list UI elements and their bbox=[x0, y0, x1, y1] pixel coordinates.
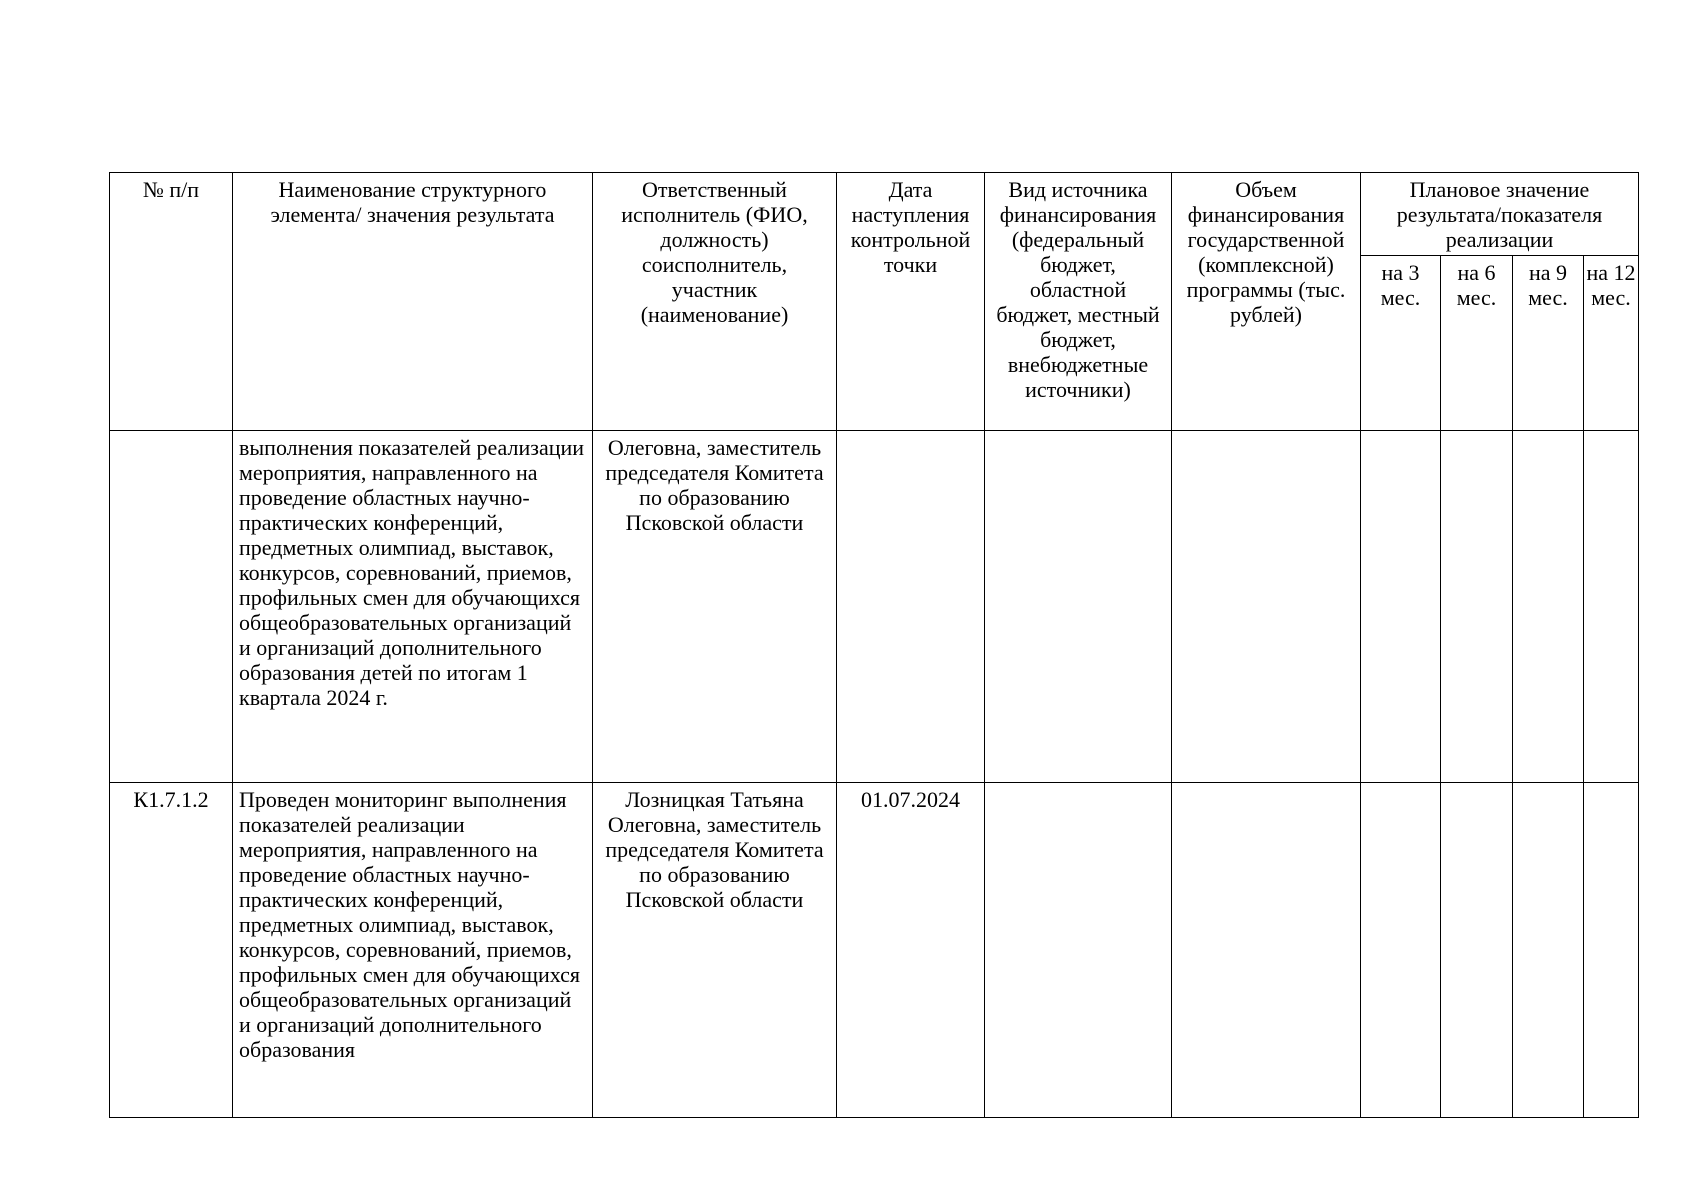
cell-q6 bbox=[1441, 783, 1513, 1118]
cell-source bbox=[985, 431, 1172, 783]
cell-date: 01.07.2024 bbox=[837, 783, 985, 1118]
cell-q12 bbox=[1584, 431, 1639, 783]
cell-num bbox=[110, 431, 233, 783]
header-planned: Плановое значение результата/показателя реализации bbox=[1361, 173, 1639, 256]
cell-name: выполнения показателей реализации мероприятия, направленного на проведение областных научно-практических конференций, предметных олимпиад, выставок, конкурсов, соревнований, приемов, профильных смен для обучающихся общеобразовательных организаций и организаций дополнительного образования детей по итогам 1 квартала 2024 г. bbox=[233, 431, 593, 783]
header-name: Наименование структурного элемента/ значения результата bbox=[233, 173, 593, 431]
cell-q6 bbox=[1441, 431, 1513, 783]
cell-volume bbox=[1172, 783, 1361, 1118]
cell-volume bbox=[1172, 431, 1361, 783]
cell-q3 bbox=[1361, 783, 1441, 1118]
cell-q9 bbox=[1513, 783, 1584, 1118]
cell-q12 bbox=[1584, 783, 1639, 1118]
cell-name: Проведен мониторинг выполнения показателей реализации мероприятия, направленного на проведение областных научно-практических конференций, предметных олимпиад, выставок, конкурсов, соревнований, приемов, профильных смен для обучающихся общеобразовательных организаций и организаций дополнительного образования bbox=[233, 783, 593, 1118]
cell-num: К1.7.1.2 bbox=[110, 783, 233, 1118]
cell-source bbox=[985, 783, 1172, 1118]
header-volume: Объем финансирования государственной (комплексной) программы (тыс. рублей) bbox=[1172, 173, 1361, 431]
header-responsible: Ответственный исполнитель (ФИО, должность) соисполнитель, участник (наименование) bbox=[593, 173, 837, 431]
table-row bbox=[110, 431, 1639, 783]
cell-q9 bbox=[1513, 431, 1584, 783]
table-row bbox=[110, 783, 1639, 1118]
cell-responsible: Олеговна, заместитель председателя Комитета по образованию Псковской области bbox=[593, 431, 837, 783]
table-header-row bbox=[110, 173, 1639, 256]
header-q6: на 6 мес. bbox=[1441, 256, 1513, 431]
header-num: № п/п bbox=[110, 173, 233, 431]
header-source: Вид источника финансирования (федеральный бюджет, областной бюджет, местный бюджет, внебюджетные источники) bbox=[985, 173, 1172, 431]
header-date: Дата наступления контрольной точки bbox=[837, 173, 985, 431]
cell-q3 bbox=[1361, 431, 1441, 783]
header-q9: на 9 мес. bbox=[1513, 256, 1584, 431]
cell-responsible: Лозницкая Татьяна Олеговна, заместитель председателя Комитета по образованию Псковской области bbox=[593, 783, 837, 1118]
cell-date bbox=[837, 431, 985, 783]
header-q3: на 3 мес. bbox=[1361, 256, 1441, 431]
header-q12: на 12 мес. bbox=[1584, 256, 1639, 431]
control-points-table bbox=[109, 172, 1639, 1118]
